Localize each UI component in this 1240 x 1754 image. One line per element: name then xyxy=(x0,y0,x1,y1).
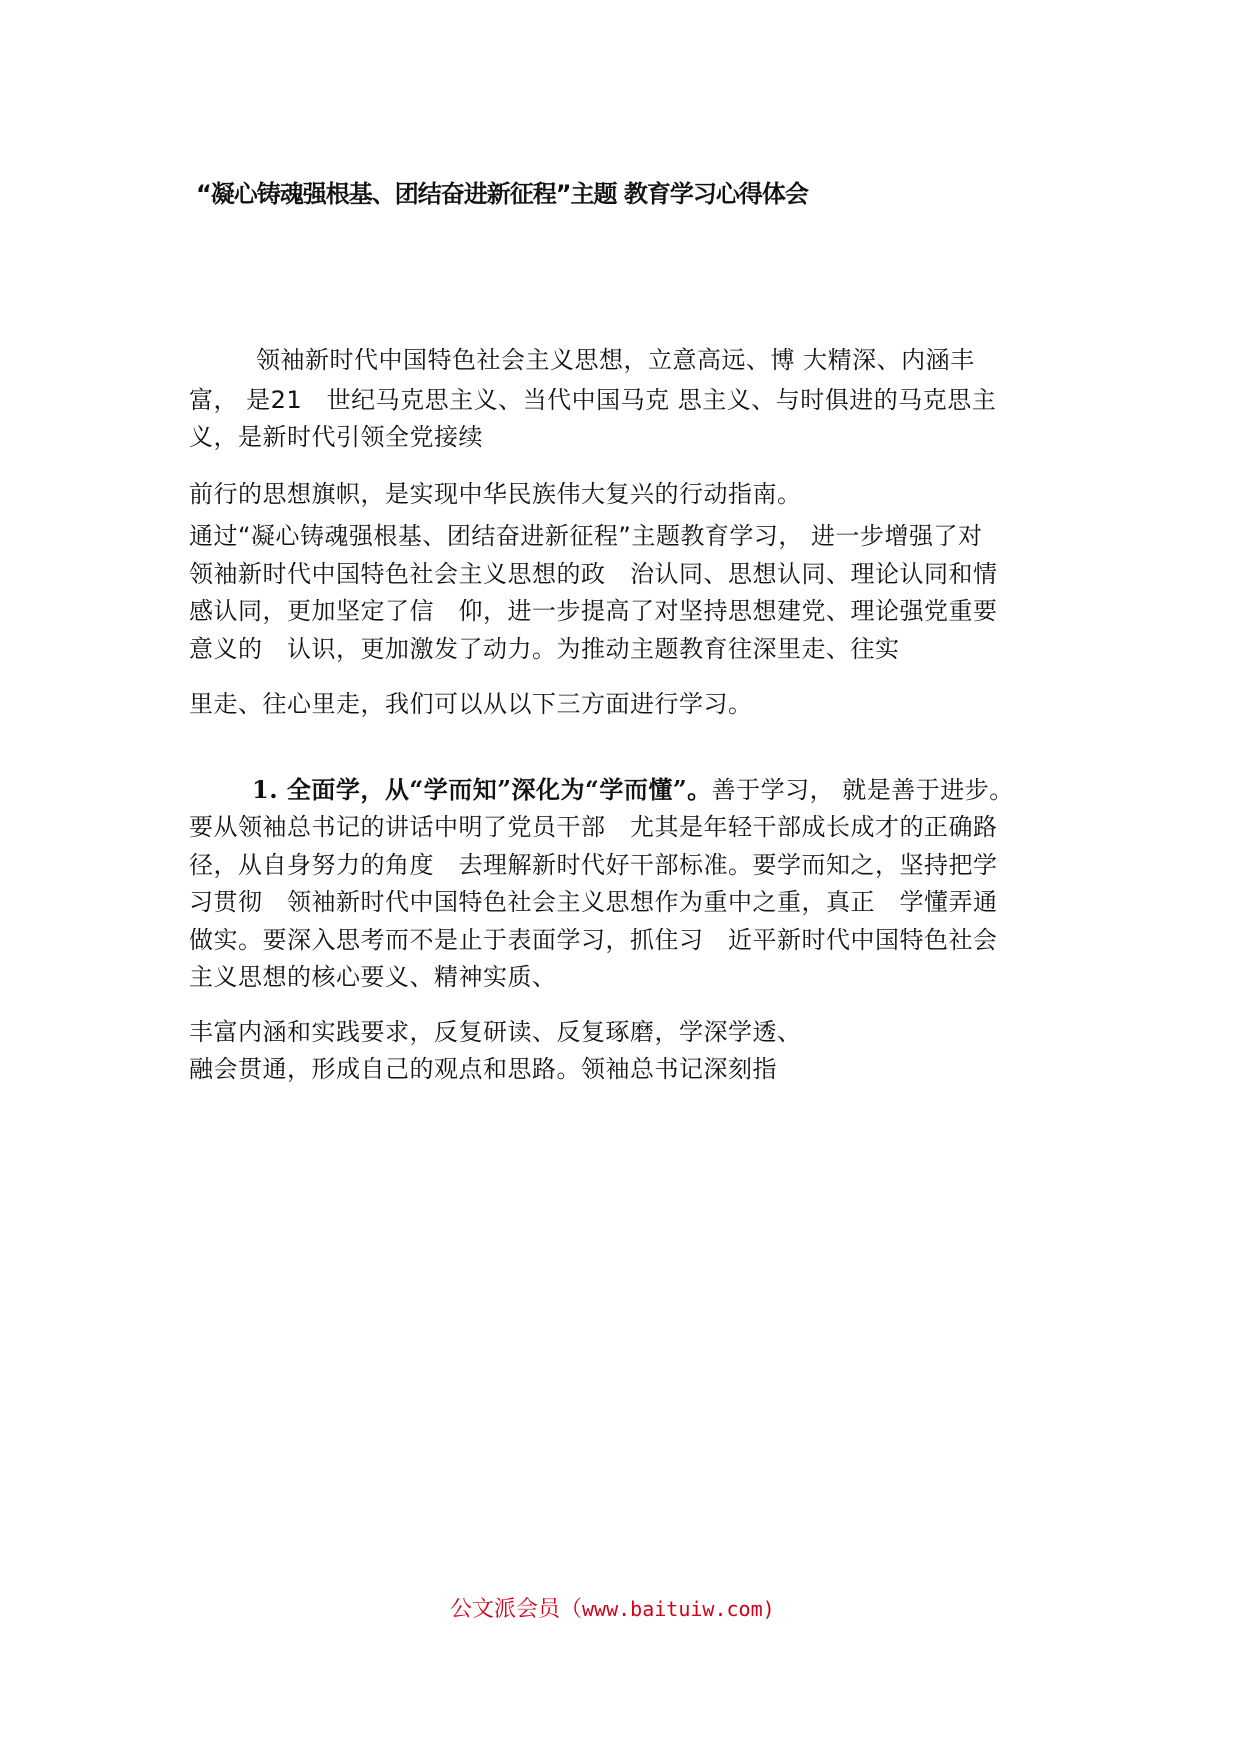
paragraph-1-line-3: 义，是新时代引领全党接续 xyxy=(189,423,483,451)
document-title: “凝心铸魂强根基、团结奋进新征程”主题 教育学习心得体会 xyxy=(196,180,808,208)
paragraph-5-line-2: 要从领袖总书记的讲话中明了党员干部 尤其是年轻干部成长成才的正确路 xyxy=(189,813,998,841)
paragraph-3-line-3: 感认同，更加坚定了信 仰，进一步提高了对坚持思想建党、理论强党重要 xyxy=(189,597,998,625)
section-1-heading: 1. 全面学，从“学而知”深化为“学而懂”。 xyxy=(252,775,712,804)
paragraph-1-line-2: 富， 是21 世纪马克思主义、当代中国马克 思主义、与时俱进的马克思主 xyxy=(189,386,997,414)
footer-url[interactable]: www.baituiw.com xyxy=(582,1597,763,1621)
section-1-heading-rest: 善于学习， 就是善于进步。 xyxy=(711,776,1014,804)
paragraph-6-line-1: 丰富内涵和实践要求，反复研读、反复琢磨，学深学透、 xyxy=(189,1018,802,1046)
paragraph-5-line-5: 做实。要深入思考而不是止于表面学习，抓住习 近平新时代中国特色社会 xyxy=(189,926,998,954)
footer-brand: 公文派会员（ xyxy=(450,1597,583,1622)
paragraph-3-line-1: 通过“凝心铸魂强根基、团结奋进新征程”主题教育学习， 进一步增强了对 xyxy=(189,522,983,550)
footer-watermark xyxy=(450,1592,775,1623)
paragraph-5-line-3: 径，从自身努力的角度 去理解新时代好干部标准。要学而知之，坚持把学 xyxy=(189,851,998,879)
paragraph-5-line-6: 主义思想的核心要义、精神实质、 xyxy=(189,963,557,991)
paragraph-3-line-4: 意义的 认识，更加激发了动力。为推动主题教育往深里走、往实 xyxy=(189,635,900,663)
paragraph-5-line-1 xyxy=(252,775,1014,805)
paragraph-5-line-4: 习贯彻 领袖新时代中国特色社会主义思想作为重中之重，真正 学懂弄通 xyxy=(189,888,998,916)
paragraph-4-line-1: 里走、往心里走，我们可以从以下三方面进行学习。 xyxy=(189,690,753,718)
paragraph-3-line-2: 领袖新时代中国特色社会主义思想的政 治认同、思想认同、理论认同和情 xyxy=(189,560,998,588)
paragraph-1-line-1: 领袖新时代中国特色社会主义思想，立意高远、博 大精深、内涵丰 xyxy=(256,346,975,374)
paragraph-6-line-2: 融会贯通，形成自己的观点和思路。领袖总书记深刻指 xyxy=(189,1055,777,1083)
footer-close: ) xyxy=(762,1597,775,1621)
paragraph-2-line-1: 前行的思想旗帜，是实现中华民族伟大复兴的行动指南。 xyxy=(189,480,802,508)
